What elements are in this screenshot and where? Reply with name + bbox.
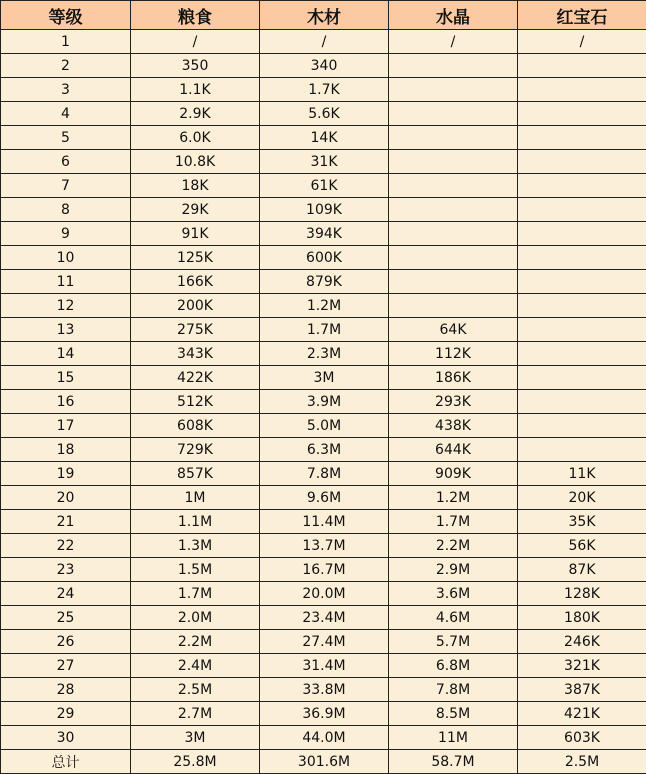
cell-food: 91K	[131, 222, 260, 246]
cell-crystal: 3.6M	[389, 582, 518, 606]
cell-food: 350	[131, 54, 260, 78]
cell-crystal: 1.2M	[389, 486, 518, 510]
cell-ruby	[518, 78, 646, 102]
table-row	[1, 414, 646, 438]
cell-crystal: 186K	[389, 366, 518, 390]
cell-food: 166K	[131, 270, 260, 294]
cell-ruby	[518, 270, 646, 294]
table-row	[1, 150, 646, 174]
cell-food: 125K	[131, 246, 260, 270]
cell-food: 512K	[131, 390, 260, 414]
cell-ruby: 421K	[518, 702, 646, 726]
cell-ruby	[518, 342, 646, 366]
cell-wood: 11.4M	[260, 510, 389, 534]
header-row	[1, 1, 646, 30]
cell-food: /	[131, 30, 260, 54]
table-row	[1, 678, 646, 702]
table-row	[1, 342, 646, 366]
cell-crystal: 2.2M	[389, 534, 518, 558]
cell-food: 1.5M	[131, 558, 260, 582]
cell-crystal	[389, 54, 518, 78]
table-row	[1, 318, 646, 342]
cell-wood: 5.0M	[260, 414, 389, 438]
cell-wood: 20.0M	[260, 582, 389, 606]
cell-food: 2.9K	[131, 102, 260, 126]
cell-ruby	[518, 414, 646, 438]
cell-food: 729K	[131, 438, 260, 462]
cell-level: 12	[1, 294, 131, 318]
cell-food: 275K	[131, 318, 260, 342]
cell-food: 1.1M	[131, 510, 260, 534]
cell-wood: 31K	[260, 150, 389, 174]
cell-ruby	[518, 126, 646, 150]
cell-wood: 36.9M	[260, 702, 389, 726]
cell-ruby	[518, 294, 646, 318]
table-row	[1, 54, 646, 78]
cell-ruby: 87K	[518, 558, 646, 582]
cell-level: 23	[1, 558, 131, 582]
cell-level: 19	[1, 462, 131, 486]
cell-food: 2.2M	[131, 630, 260, 654]
cell-crystal: 112K	[389, 342, 518, 366]
cell-crystal	[389, 270, 518, 294]
cell-ruby: 180K	[518, 606, 646, 630]
table-row	[1, 174, 646, 198]
cell-ruby	[518, 222, 646, 246]
cell-ruby	[518, 246, 646, 270]
cell-ruby: 321K	[518, 654, 646, 678]
cell-food: 10.8K	[131, 150, 260, 174]
cell-crystal: 644K	[389, 438, 518, 462]
cell-wood: 1.2M	[260, 294, 389, 318]
table-row	[1, 198, 646, 222]
cell-wood: 7.8M	[260, 462, 389, 486]
cell-level: 16	[1, 390, 131, 414]
cell-level: 28	[1, 678, 131, 702]
table-row	[1, 726, 646, 750]
cell-wood: 31.4M	[260, 654, 389, 678]
header-level: 等级	[1, 1, 131, 30]
cell-level: 15	[1, 366, 131, 390]
table-row	[1, 126, 646, 150]
cell-level: 3	[1, 78, 131, 102]
cell-food: 2.4M	[131, 654, 260, 678]
cell-wood: 1.7M	[260, 318, 389, 342]
cell-level: 22	[1, 534, 131, 558]
cell-wood: 3.9M	[260, 390, 389, 414]
cell-level: 20	[1, 486, 131, 510]
cell-crystal: 6.8M	[389, 654, 518, 678]
cell-food: 2.5M	[131, 678, 260, 702]
cell-crystal: 909K	[389, 462, 518, 486]
cell-ruby: 56K	[518, 534, 646, 558]
cell-crystal	[389, 222, 518, 246]
table-row	[1, 462, 646, 486]
cell-crystal: /	[389, 30, 518, 54]
cell-food: 2.0M	[131, 606, 260, 630]
cell-food: 18K	[131, 174, 260, 198]
cell-ruby	[518, 390, 646, 414]
cell-wood: 3M	[260, 366, 389, 390]
cell-crystal	[389, 126, 518, 150]
cell-wood: 109K	[260, 198, 389, 222]
cell-food: 1.1K	[131, 78, 260, 102]
cell-food: 1M	[131, 486, 260, 510]
cell-crystal: 5.7M	[389, 630, 518, 654]
cell-crystal: 8.5M	[389, 702, 518, 726]
cell-level: 29	[1, 702, 131, 726]
cell-crystal	[389, 150, 518, 174]
cell-ruby	[518, 174, 646, 198]
cell-level: 5	[1, 126, 131, 150]
cell-level: 14	[1, 342, 131, 366]
cell-level: 26	[1, 630, 131, 654]
table-row	[1, 606, 646, 630]
cell-ruby	[518, 318, 646, 342]
header-ruby: 红宝石	[518, 1, 646, 30]
cell-ruby: 20K	[518, 486, 646, 510]
cell-crystal	[389, 102, 518, 126]
cell-level: 10	[1, 246, 131, 270]
cell-ruby	[518, 102, 646, 126]
cell-level: 30	[1, 726, 131, 750]
cell-wood: 879K	[260, 270, 389, 294]
cell-level: 9	[1, 222, 131, 246]
table-row	[1, 630, 646, 654]
cell-level: 6	[1, 150, 131, 174]
cell-wood: 1.7K	[260, 78, 389, 102]
cell-ruby: 246K	[518, 630, 646, 654]
cell-level: 2	[1, 54, 131, 78]
table-body	[1, 30, 646, 774]
cell-food: 1.3M	[131, 534, 260, 558]
table-row	[1, 654, 646, 678]
cell-wood: 16.7M	[260, 558, 389, 582]
table-row	[1, 486, 646, 510]
cell-wood: 44.0M	[260, 726, 389, 750]
cell-level: 总计	[1, 750, 131, 774]
cell-food: 1.7M	[131, 582, 260, 606]
cell-level: 24	[1, 582, 131, 606]
cell-level: 1	[1, 30, 131, 54]
cell-food: 343K	[131, 342, 260, 366]
cell-crystal: 11M	[389, 726, 518, 750]
header-crystal: 水晶	[389, 1, 518, 30]
cell-wood: 9.6M	[260, 486, 389, 510]
cell-wood: 23.4M	[260, 606, 389, 630]
cell-ruby: /	[518, 30, 646, 54]
cell-wood: 61K	[260, 174, 389, 198]
cell-wood: 600K	[260, 246, 389, 270]
cell-ruby: 128K	[518, 582, 646, 606]
cell-level: 11	[1, 270, 131, 294]
table-row	[1, 534, 646, 558]
table-row	[1, 102, 646, 126]
table-row	[1, 78, 646, 102]
table-row	[1, 390, 646, 414]
cell-crystal	[389, 198, 518, 222]
cell-wood: 33.8M	[260, 678, 389, 702]
cell-level: 13	[1, 318, 131, 342]
cell-food: 3M	[131, 726, 260, 750]
cell-ruby: 2.5M	[518, 750, 646, 774]
cell-crystal	[389, 246, 518, 270]
cell-crystal: 58.7M	[389, 750, 518, 774]
table-row	[1, 702, 646, 726]
table-row	[1, 30, 646, 54]
cell-level: 4	[1, 102, 131, 126]
cell-crystal	[389, 294, 518, 318]
cell-ruby: 11K	[518, 462, 646, 486]
cell-food: 2.7M	[131, 702, 260, 726]
cell-ruby: 35K	[518, 510, 646, 534]
cell-crystal	[389, 174, 518, 198]
cell-crystal: 7.8M	[389, 678, 518, 702]
cell-ruby	[518, 198, 646, 222]
cell-wood: 14K	[260, 126, 389, 150]
table-row	[1, 582, 646, 606]
cell-ruby	[518, 366, 646, 390]
cell-level: 18	[1, 438, 131, 462]
cell-wood: 13.7M	[260, 534, 389, 558]
cell-wood: 5.6K	[260, 102, 389, 126]
cell-crystal: 4.6M	[389, 606, 518, 630]
table-row	[1, 510, 646, 534]
cell-level: 8	[1, 198, 131, 222]
header-wood: 木材	[260, 1, 389, 30]
cell-crystal: 293K	[389, 390, 518, 414]
cell-wood: /	[260, 30, 389, 54]
cell-food: 29K	[131, 198, 260, 222]
cell-level: 25	[1, 606, 131, 630]
cell-wood: 27.4M	[260, 630, 389, 654]
cell-wood: 340	[260, 54, 389, 78]
cell-ruby	[518, 54, 646, 78]
cell-food: 608K	[131, 414, 260, 438]
cell-wood: 301.6M	[260, 750, 389, 774]
cell-crystal: 1.7M	[389, 510, 518, 534]
cell-food: 857K	[131, 462, 260, 486]
cell-crystal: 2.9M	[389, 558, 518, 582]
cell-ruby: 387K	[518, 678, 646, 702]
table-header	[1, 1, 646, 30]
cell-wood: 6.3M	[260, 438, 389, 462]
cell-level: 21	[1, 510, 131, 534]
header-food: 粮食	[131, 1, 260, 30]
table-row	[1, 222, 646, 246]
cell-ruby	[518, 150, 646, 174]
table-row	[1, 366, 646, 390]
cell-crystal: 64K	[389, 318, 518, 342]
cell-wood: 394K	[260, 222, 389, 246]
cell-crystal	[389, 78, 518, 102]
table-row	[1, 246, 646, 270]
table-row	[1, 270, 646, 294]
cell-wood: 2.3M	[260, 342, 389, 366]
cell-food: 25.8M	[131, 750, 260, 774]
cell-level: 27	[1, 654, 131, 678]
table-row	[1, 294, 646, 318]
cell-food: 6.0K	[131, 126, 260, 150]
cell-food: 200K	[131, 294, 260, 318]
cell-level: 7	[1, 174, 131, 198]
table-row	[1, 438, 646, 462]
cell-crystal: 438K	[389, 414, 518, 438]
table-row	[1, 558, 646, 582]
cell-level: 17	[1, 414, 131, 438]
cell-food: 422K	[131, 366, 260, 390]
cell-ruby: 603K	[518, 726, 646, 750]
cell-ruby	[518, 438, 646, 462]
total-row	[1, 750, 646, 774]
